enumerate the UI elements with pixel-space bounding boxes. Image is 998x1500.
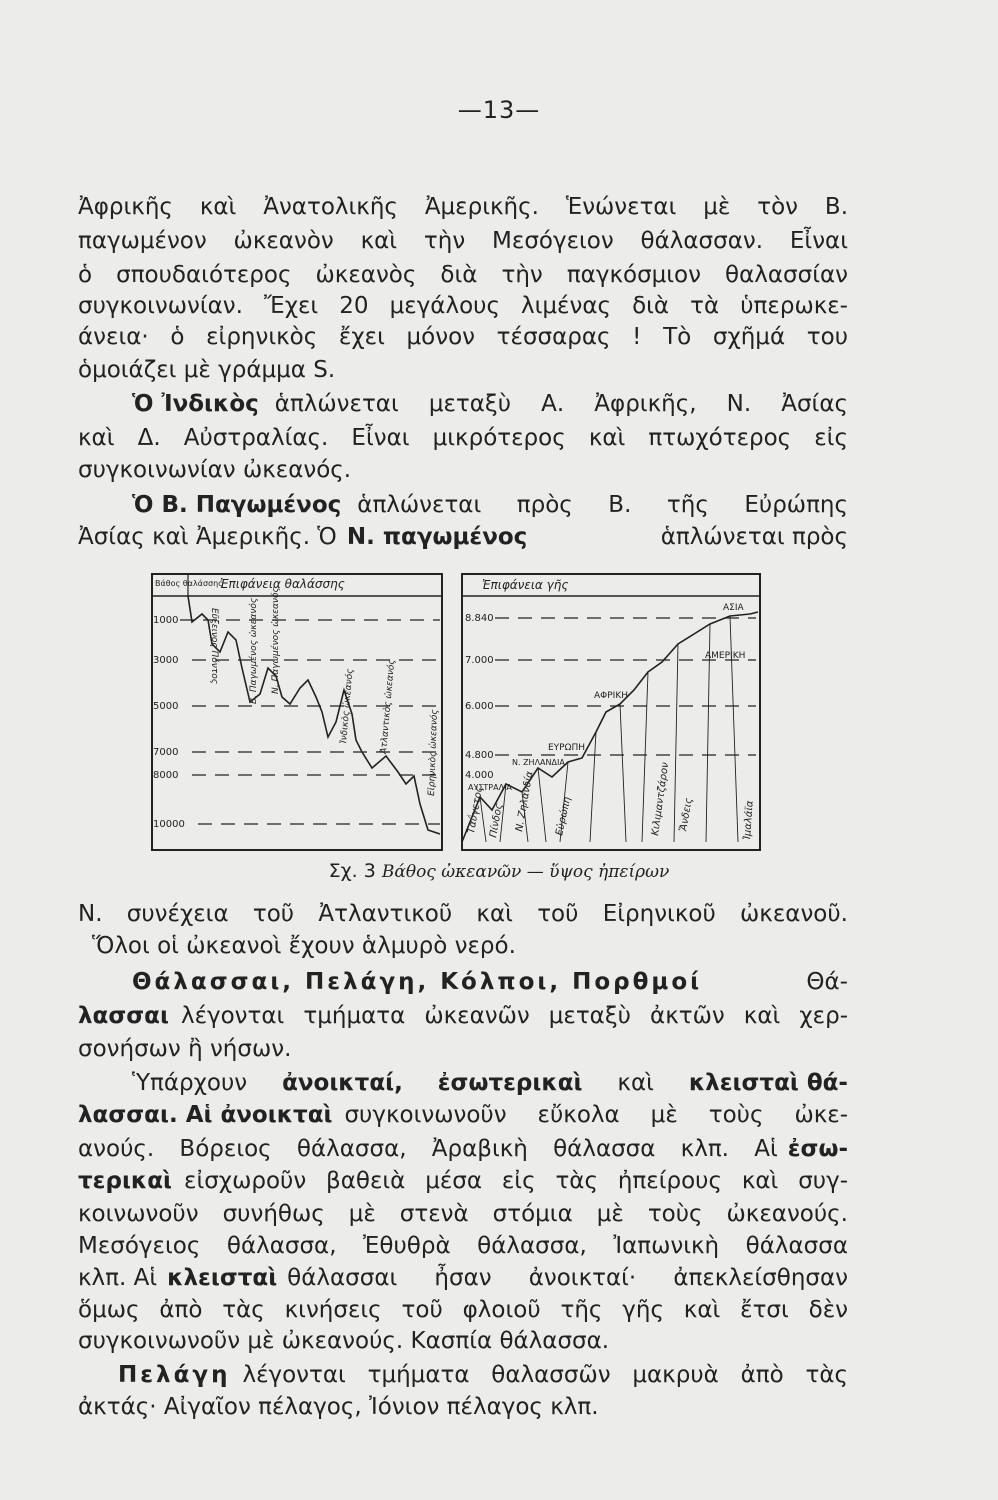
bold-term: Ὁ Β. Παγωμένος (132, 492, 342, 518)
text-span: ἁπλώνεται πρὸς (660, 524, 848, 550)
caption-text: Βάθος ὠκεανῶν — ὕψος ἠπείρων (381, 862, 670, 882)
text-span: ἁπλώνεται πρὸς Β. τῆς Εὐρώπης (357, 492, 848, 518)
bold-term: Ν. παγωμένος (346, 524, 528, 550)
right-panel-title: Ἐπιφάνεια γῆς (482, 578, 569, 592)
text-line: παγωμένον ὠκεανὸν καὶ τὴν Μεσόγειον θάλασσαν. Εἶναι (78, 228, 848, 254)
bold-term: ἐσω- (787, 1136, 848, 1162)
text-span: θάλασσαι ἦσαν ἀνοικταί· ἀπεκλείσθησαν (287, 1265, 848, 1291)
text-line (132, 1068, 848, 1098)
text-span: καὶ (617, 1070, 654, 1096)
continent-label: ΑΣΙΑ (723, 603, 744, 613)
text-span: κλπ. Αἱ (78, 1265, 158, 1291)
depth-label: 3000 (153, 655, 179, 666)
text-span: λέγονται τμήματα θαλασσῶν μακρυὰ ἀπὸ τὰς (242, 1362, 848, 1388)
ocean-label: Β. Παγωμένος ὠκεανός (249, 597, 259, 704)
text-line: καὶ Δ. Αὐστραλίας. Εἶναι μικρότερος καὶ πτωχότερος εἰς (78, 425, 848, 451)
land-height-panel (462, 574, 760, 850)
continent-label: ΑΥΣΤΡΑΛΙΑ (468, 783, 512, 792)
text-line (132, 967, 848, 997)
text-line: άνεια· ὁ εἰρηνικὸς ἔχει μόνον τέσσαρας ! Τὸ σχῆμά του (78, 324, 848, 350)
bold-term: τερικαὶ (78, 1168, 173, 1194)
text-line: σονήσων ἢ νήσων. (78, 1036, 292, 1062)
bold-term: κλεισταὶ (167, 1265, 278, 1291)
mountain-label: Ἄνδεις (678, 797, 695, 833)
text-line (78, 1134, 848, 1164)
text-line: Ἀφρικῆς καὶ Ἀνατολικῆς Ἀμερικῆς. Ἑνώνεται μὲ τὸν Β. (78, 194, 848, 220)
height-label: 4.000 (465, 770, 494, 781)
ocean-label: Ἰνδικὸς ὠκεανός (339, 668, 356, 745)
text-line (78, 1263, 848, 1293)
height-label: 7.000 (465, 655, 494, 666)
continent-label: Ν. ΖΗΛΑΝΔΙΑ (512, 758, 565, 767)
depth-label: 5000 (153, 701, 179, 712)
text-line: Ὅλοι οἱ ὠκεανοὶ ἔχουν ἁλμυρὸ νερό. (92, 933, 516, 959)
text-line: συγκοινωνίαν. Ἔχει 20 μεγάλους λιμένας διὰ τὰ ὑπερωκε- (78, 293, 848, 319)
text-line: Μεσόγειος θάλασσα, Ἐθυθρὰ θάλασσα, Ἰαπωνικὴ θάλασσα (78, 1233, 848, 1259)
figure-caption (0, 860, 998, 882)
text-line: ὁμοιάζει μὲ γράμμα S. (78, 357, 336, 383)
ocean-label: Εἰρηνικὸς ὠκεανός (427, 709, 441, 797)
bold-term: λασσαι. Αἱ ἀνοικταὶ (78, 1102, 333, 1128)
text-line (78, 1166, 848, 1196)
mountain-label: Εὐρώπη (554, 796, 574, 837)
text-line: ὅμως ἀπὸ τὰς κινήσεις τοῦ φλοιοῦ τῆς γῆς καὶ ἔτσι δὲν (78, 1297, 848, 1323)
text-line (78, 1100, 848, 1130)
text-line (78, 1001, 848, 1031)
text-line (132, 490, 848, 520)
text-span: ἁπλώνεται μεταξὺ Α. Ἀφρικῆς, Ν. Ἀσίας (274, 391, 848, 417)
height-label: 8.840 (465, 613, 494, 624)
text-span: εἰσχωροῦν βαθειὰ μέσα εἰς τὰς ἠπείρους καὶ συγ- (184, 1168, 848, 1194)
text-span: συγκοινωνοῦν εὔκολα μὲ τοὺς ὠκε- (344, 1102, 848, 1128)
text-line: κοινωνοῦν συνήθως μὲ στενὰ στόμια μὲ τοὺς ὠκεανούς. (78, 1201, 848, 1227)
ocean-label: Ν. Παγωμένος ὠκεανός (271, 587, 281, 694)
text-line: ὁ σπουδαιότερος ὠκεανὸς διὰ τὴν παγκόσμιον θαλασσίαν (78, 262, 848, 288)
depth-label: 10000 (153, 819, 185, 830)
ocean-depth-panel (152, 574, 442, 850)
bold-term: ἐσωτερικαὶ (437, 1070, 583, 1096)
text-line (118, 1360, 848, 1390)
mountain-label: Ταΰγετος (466, 785, 486, 835)
text-span: Ἀσίας καὶ Ἀμερικῆς. Ὁ (78, 524, 337, 550)
continent-label: ΕΥΡΩΠΗ (548, 743, 586, 753)
mountain-label: Ν. Ζηλανδία (514, 770, 536, 833)
text-span: ανούς. Βόρειος θάλασσα, Ἀραβικὴ θάλασσα κλπ. Αἱ (78, 1136, 778, 1162)
text-span: Θά- (806, 969, 848, 995)
mountain-label: Κιλιμαντζάρον (650, 761, 672, 837)
mountain-label: Πίνδος (488, 802, 505, 839)
depth-label: 8000 (153, 770, 179, 781)
depth-label: 1000 (153, 615, 179, 626)
depth-label: 7000 (153, 747, 179, 758)
text-line: συγκοινωνοῦν μὲ ὠκεανούς. Κασπία θάλασσα. (78, 1328, 610, 1354)
text-line: Ν. συνέχεια τοῦ Ἀτλαντικοῦ καὶ τοῦ Εἰρηνικοῦ ὠκεανοῦ. (78, 901, 848, 927)
continent-label: ΑΦΡΙΚΗ (594, 691, 628, 701)
text-line: ἀκτάς· Αἰγαῖον πέλαγος, Ἰόνιον πέλαγος κλπ. (78, 1394, 599, 1420)
text-line: συγκοινωνίαν ὠκεανός. (78, 457, 352, 483)
text-line (78, 522, 848, 552)
bold-term: λασσαι (78, 1003, 169, 1029)
bold-term: Ὁ Ἰνδικὸς (132, 391, 259, 417)
text-line (132, 389, 848, 419)
bold-term: ἀνοικταί, (282, 1070, 403, 1096)
section-heading: Θάλασσαι, Πελάγη, Κόλποι, Πορθμοί (132, 969, 703, 995)
height-label: 4.800 (465, 750, 494, 761)
mountain-label: Ἰμαλάϊα (742, 800, 756, 841)
left-panel-title: Ἐπιφάνεια θαλάσσης (220, 577, 345, 591)
ocean-label: Εὔξεινος Πόντος (209, 608, 219, 685)
caption-number: Σχ. 3 (328, 860, 376, 882)
ocean-depth-figure (150, 572, 850, 857)
ocean-label: Ἀτλαντικὸς ὠκεανός (379, 659, 398, 755)
continent-label: ΑΜΕΡΙΚΗ (705, 651, 746, 661)
text-span: λέγονται τμήματα ὠκεανῶν μεταξὺ ἀκτῶν καὶ χερ- (180, 1003, 848, 1029)
page-number: —13— (457, 96, 541, 124)
height-label: 6.000 (465, 701, 494, 712)
corner-label: Βάθος θαλάσσης (155, 579, 223, 588)
bold-term: κλεισταὶ θά- (688, 1070, 848, 1096)
text-span: Ὑπάρχουν (132, 1070, 248, 1096)
bold-term: Πελάγη (118, 1362, 231, 1388)
